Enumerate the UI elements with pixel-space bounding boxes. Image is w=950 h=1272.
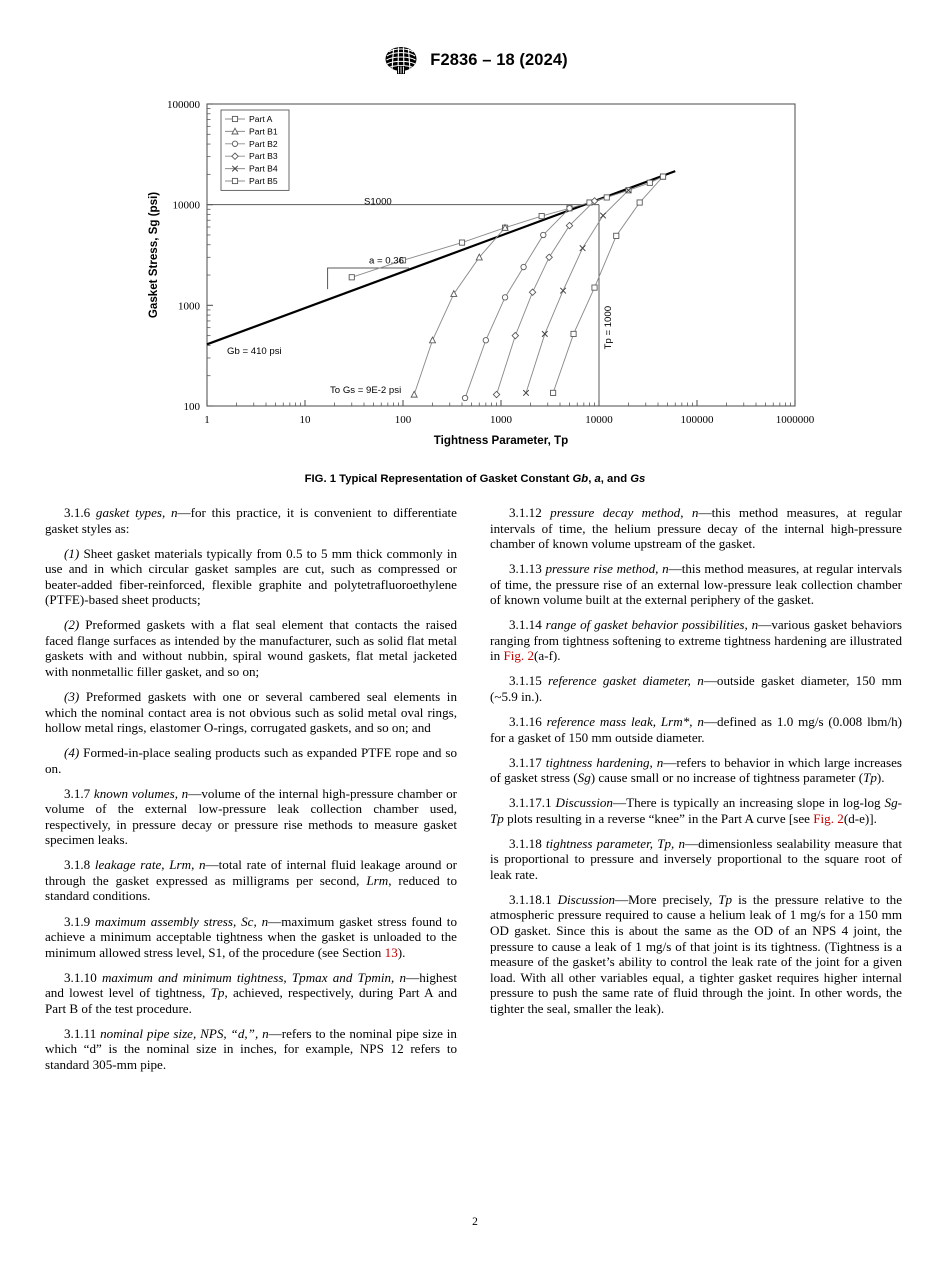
marker-circle [567, 206, 572, 211]
italic-term: (2) [64, 617, 80, 633]
text-run: 3.1.10 [64, 969, 102, 985]
text-run: —refers to the nominal pipe size in which “d” is the nominal size in inches, for example, NPS 12 refers to standard 305-mm pipe. [45, 1025, 457, 1072]
marker-square [459, 240, 464, 245]
italic-term: range of gasket behavior possibilities, n [545, 617, 759, 633]
text-run: —dimensionless sealability measure that is proportional to pressure and inversely proportional to the square root of leak rate. [490, 835, 902, 882]
italic-term: pressure decay method, n [550, 505, 699, 520]
text-run: —More precisely, [615, 891, 719, 907]
chart-annotation: a = 0.36 [369, 255, 404, 267]
italic-term: (3) [64, 688, 80, 704]
italic-term: Sg [577, 770, 591, 786]
italic-term: tightness hardening, n [545, 754, 664, 770]
paragraph-3.1.13 [490, 561, 902, 608]
paragraph-3.1.17.1 [490, 795, 902, 826]
paragraph-3.1.14 [490, 617, 902, 664]
text-run: 3.1.14 [509, 617, 546, 633]
paragraph-3.1.6-2 [45, 617, 457, 679]
x-tick-label: 1000000 [775, 414, 815, 426]
paragraph-3.1.12 [490, 505, 902, 552]
legend-label-5: Part B5 [249, 176, 278, 186]
italic-term: maximum and minimum tightness, Tpmax and Tpmin, n [101, 969, 407, 985]
legend-label-0: Part A [249, 114, 273, 124]
series-line-part-b3 [497, 201, 595, 395]
caption-sep1: , [588, 473, 595, 485]
text-run: —this method measures, at regular intervals of time, the helium pressure decay of the internal high-pressure chamber of known volume upstream of the gasket. [490, 505, 902, 552]
marker-square [550, 390, 555, 395]
x-tick-label: 1000 [490, 414, 512, 426]
text-run: —highest and lowest level of tightness, [45, 969, 458, 1001]
italic-term: Tp [718, 891, 733, 907]
plot-area-border [207, 104, 795, 406]
marker-square [232, 116, 237, 121]
text-run: —various gasket behaviors ranging from tightness softening to extreme tightness hardening are illustrated in [490, 617, 902, 664]
italic-term: Tp [863, 770, 877, 786]
italic-term: nominal pipe size, NPS, “d,”, n [100, 1025, 269, 1041]
text-run: —refers to behavior in which large increases of gasket stress ( [490, 754, 902, 786]
paragraph-3.1.6-3 [45, 689, 457, 736]
italic-term: tightness parameter, Tp, n [545, 835, 686, 851]
marker-diamond [512, 332, 518, 338]
text-run: (d-e)]. [843, 810, 877, 826]
italic-term: Sg-Tp [490, 795, 902, 826]
paragraph-3.1.9 [45, 914, 457, 961]
paragraph-3.1.8 [45, 857, 457, 904]
figure-1 [0, 88, 950, 485]
italic-term: reference gasket diameter, n [548, 673, 704, 689]
text-run: ) cause small or no increase of tightness parameter ( [590, 770, 864, 786]
text-run: Preformed gaskets with one or several cambered seal elements in which the nominal contact area is not obvious such as solid metal oval rings, hollow metal rings, elastomer O-rings, corrugated gaskets, and so on; and [45, 688, 457, 736]
italic-term: Tp [210, 985, 225, 1001]
text-run: ). [397, 944, 406, 960]
text-run: 3.1.13 [509, 561, 546, 577]
italic-term: leakage rate, Lrm, n [94, 857, 206, 873]
y-axis-title: Gasket Stress, Sg (psi) [147, 191, 160, 319]
paragraph-3.1.15 [490, 673, 902, 704]
document-designation: F2836 – 18 (2024) [430, 50, 568, 69]
marker-triangle [411, 391, 417, 397]
text-run: —There is typically an increasing slope in log-log [612, 795, 885, 811]
text-run: is the pressure relative to the atmospheric pressure required to cause a helium leak of 1 mg/s for a 150 mm OD gasket. Since this is about the same as the OD of an NPS 4 joint, the pressure to cause a leak of 1 mg/s of that joint is its tightness. (Tightness is a measure of the gasket’s ability to control the leak rate of the joint for a given load. With all other variables equal, a tighter gasket requires higher internal pressure to push the same rate of fluid through the joint. In other words, the tighter the seal, smaller the leak). [490, 891, 903, 1016]
marker-circle [462, 395, 467, 400]
x-tick-label: 10000 [585, 414, 613, 426]
x-tick-label: 10 [299, 414, 311, 426]
x-tick-label: 1 [204, 414, 210, 426]
text-run: 3.1.17.1 [509, 795, 556, 811]
paragraph-3.1.16 [490, 714, 902, 745]
legend-label-4: Part B4 [249, 163, 278, 174]
marker-circle [502, 295, 507, 300]
paragraph-3.1.6-4 [45, 745, 457, 776]
cross-reference-link[interactable]: Fig. 2 [503, 648, 535, 664]
body-columns [0, 505, 950, 1072]
text-run: 3.1.15 [509, 673, 549, 689]
text-run: Formed-in-place sealing products such as expanded PTFE rope and so on. [45, 745, 457, 776]
marker-square [592, 285, 597, 290]
text-run: —this method measures, at regular intervals of time, the pressure rise of an external low-pressure leak collection chamber of known volume built at the external periphery of the gasket. [490, 561, 902, 608]
marker-square [660, 174, 665, 179]
page-header [0, 44, 950, 76]
italic-term: maximum assembly stress, Sc, n [95, 913, 269, 929]
italic-term: reference mass leak, Lrm*, n [546, 714, 704, 730]
right-column [490, 505, 902, 1072]
text-run: 3.1.7 [64, 785, 94, 801]
italic-term: (1) [64, 545, 80, 561]
legend-label-3: Part B3 [249, 151, 278, 162]
chart-annotation: Tp = 1000 [603, 305, 614, 350]
figure-caption [0, 473, 950, 485]
legend-label-2: Part B2 [249, 138, 278, 149]
marker-square [232, 178, 237, 183]
italic-term: known volumes, n [93, 785, 189, 801]
y-tick-label: 1000 [178, 300, 200, 313]
marker-square [539, 213, 544, 218]
y-tick-label: 100 [183, 401, 200, 413]
gasket-stress-chart [135, 88, 815, 468]
caption-prefix: FIG. 1 Typical Representation of Gasket Constant [304, 473, 573, 485]
text-run: ). [876, 770, 885, 786]
text-run: (a-f). [534, 648, 561, 664]
chart-annotation: To Gs = 9E-2 psi [330, 384, 402, 396]
text-run: 3.1.12 [509, 505, 551, 520]
marker-square [614, 233, 619, 238]
text-run: —maximum gasket stress found to achieve a minimum acceptable tightness when the gasket is unloaded to the minimum allowed stress level, S1, of the procedure (see Section [45, 913, 457, 960]
text-run: Sheet gasket materials typically from 0.5 to 5 mm thick commonly in use and in which circular gasket samples are cut, such as compressed or beater-added fiber-reinforced, flexible graphite and polytetrafluoroethylene (PTFE)-based sheet products; [45, 545, 457, 608]
marker-circle [521, 264, 526, 269]
italic-term: Lrm [366, 872, 389, 888]
marker-diamond [493, 391, 499, 397]
series-line-part-b2 [465, 208, 569, 398]
text-run: 3.1.8 [64, 857, 95, 873]
chart-annotation: Gb = 410 psi [227, 345, 282, 357]
y-tick-label: 10000 [172, 199, 200, 212]
paragraph-3.1.6 [45, 505, 457, 536]
legend-label-1: Part B1 [249, 126, 278, 137]
marker-circle [232, 141, 237, 146]
marker-square [637, 200, 642, 205]
marker-square [647, 180, 652, 185]
text-run: plots resulting in a reverse “knee” in the Part A curve [see [503, 810, 814, 826]
paragraph-3.1.10 [45, 970, 457, 1017]
text-run: —outside gasket diameter, 150 mm (~5.9 in.). [490, 673, 902, 704]
italic-term: Discussion [557, 891, 616, 907]
x-axis-title: Tightness Parameter, Tp [433, 434, 569, 447]
italic-term: Discussion [555, 795, 613, 811]
italic-term: pressure rise method, n [545, 561, 669, 577]
cross-reference-link[interactable]: Fig. 2 [813, 810, 844, 826]
text-run: —total rate of internal fluid leakage around or through the gasket expressed as milligrams per second, [45, 857, 457, 888]
caption-gb: Gb [572, 473, 589, 485]
italic-term: (4) [64, 745, 80, 761]
slope-triangle [328, 268, 409, 289]
left-column [45, 505, 457, 1072]
astm-logo-icon [382, 44, 420, 76]
y-tick-label: 100000 [167, 99, 200, 111]
text-run: 3.1.11 [64, 1025, 101, 1041]
x-tick-label: 100000 [680, 414, 714, 426]
marker-square [349, 275, 354, 280]
text-run: , reduced to standard conditions. [45, 872, 457, 904]
caption-gs: Gs [630, 473, 646, 485]
cross-reference-link[interactable]: 13 [384, 944, 398, 960]
marker-square [604, 195, 609, 200]
text-run: 3.1.9 [64, 913, 96, 929]
text-run: Preformed gaskets with a flat seal element that contacts the raised faced flange surfaces as intended by the manufacturer, such as solid flat metal gaskets with and without nubbin, spiral wound gaskets, flat metal jacketed with nonmetallic filler gasket, and so on; [45, 617, 457, 679]
paragraph-3.1.7 [45, 786, 457, 848]
text-run: 3.1.16 [509, 714, 547, 730]
paragraph-3.1.18.1 [490, 892, 902, 1016]
paragraph-3.1.18 [490, 836, 902, 883]
paragraph-3.1.6-1 [45, 546, 457, 608]
text-run: , achieved, respectively, during Part A and Part B of the test procedure. [45, 985, 457, 1016]
italic-term: gasket types, n [95, 505, 178, 520]
marker-diamond [546, 254, 552, 260]
text-run: 3.1.17 [509, 754, 546, 770]
text-run: 3.1.6 [64, 505, 96, 520]
paragraph-3.1.11 [45, 1026, 457, 1073]
marker-diamond [529, 289, 535, 295]
marker-circle [483, 338, 488, 343]
text-run: 3.1.18 [509, 835, 546, 851]
text-run: 3.1.18.1 [509, 891, 558, 907]
chart-annotation: S1000 [364, 196, 392, 208]
marker-square [571, 331, 576, 336]
text-run: —for this practice, it is convenient to differentiate gasket styles as: [45, 505, 457, 536]
caption-sep2: , and [600, 473, 631, 485]
paragraph-3.1.17 [490, 755, 902, 786]
text-run: —volume of the internal high-pressure chamber or volume of the external low-pressure leak collection chamber used, respectively, in pressure decay or pressure rise methods to measure gasket specimen leaks. [45, 785, 457, 848]
page-number: 2 [472, 1216, 478, 1228]
marker-triangle [430, 337, 436, 343]
text-run: —defined as 1.0 mg/s (0.008 lbm/h) for a gasket of 150 mm outside diameter. [490, 714, 902, 745]
caption-a: a [594, 473, 601, 485]
x-tick-label: 100 [394, 414, 412, 426]
marker-circle [541, 232, 546, 237]
